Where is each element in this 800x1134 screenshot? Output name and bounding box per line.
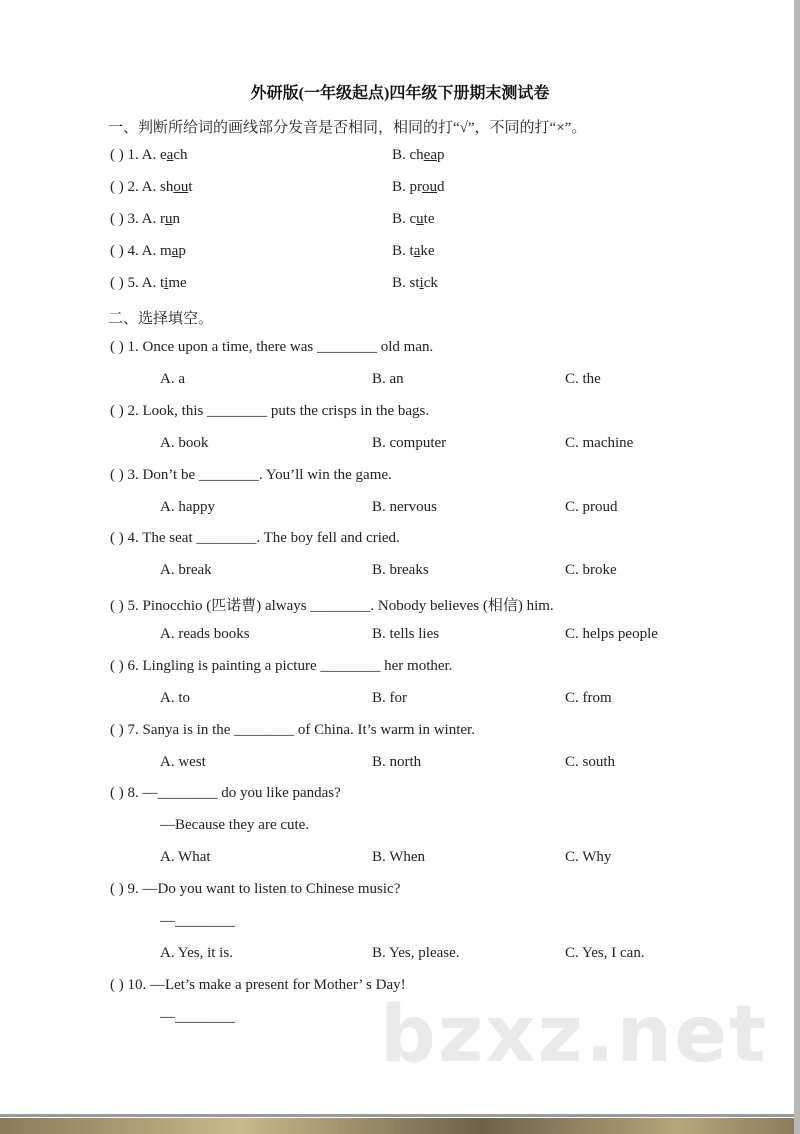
part2-heading: 二、选择填空。 xyxy=(108,311,214,327)
q9-line2: —________ xyxy=(160,913,235,929)
part1-item-1-b xyxy=(392,147,445,164)
q2-option-c: C. machine xyxy=(565,435,634,451)
bottom-image-strip xyxy=(0,1118,800,1134)
part1-item-2 xyxy=(110,179,193,196)
word-a-pre: t xyxy=(160,275,165,291)
q7-option-b: B. north xyxy=(372,754,422,770)
q1-option-a: A. a xyxy=(160,371,185,387)
q1-stem: ( ) 1. Once upon a time, there was ________ old man. xyxy=(110,339,434,355)
q9-stem: ( ) 9. —Do you want to listen to Chinese music? xyxy=(110,881,401,897)
q3-stem: ( ) 3. Don’t be ________. You’ll win the game. xyxy=(110,467,392,483)
q6-option-a: A. to xyxy=(160,690,190,706)
word-b-pre: B. st xyxy=(392,275,420,291)
word-a-underlined: a xyxy=(171,243,179,259)
item-number: ( ) 1. A. xyxy=(110,147,160,163)
part1-item-5 xyxy=(110,275,187,292)
q9-option-b: B. Yes, please. xyxy=(372,945,460,961)
item-number: ( ) 3. A. xyxy=(110,211,160,227)
q1-option-b: B. an xyxy=(372,371,404,387)
q5-option-b: B. tells lies xyxy=(372,626,440,642)
word-b-underlined: a xyxy=(413,243,421,259)
q6-option-b: B. for xyxy=(372,690,407,706)
q5-option-a: A. reads books xyxy=(160,626,250,642)
word-b-pre: B. c xyxy=(392,211,417,227)
page-title: 外研版(一年级起点)四年级下册期末测试卷 xyxy=(250,85,550,102)
q10-stem: ( ) 10. —Let’s make a present for Mother’ s Day! xyxy=(110,977,406,993)
q10-line2: —________ xyxy=(160,1009,235,1025)
q3-option-b: B. nervous xyxy=(372,499,437,515)
q8-option-b: B. When xyxy=(372,849,426,865)
part1-item-3-b xyxy=(392,211,435,228)
q6-stem: ( ) 6. Lingling is painting a picture ________ her mother. xyxy=(110,658,453,674)
item-number: ( ) 5. A. xyxy=(110,275,160,291)
part1-item-5-b xyxy=(392,275,438,292)
word-b-pre: B. ch xyxy=(392,147,424,163)
word-b-underlined: i xyxy=(419,275,424,291)
q5-stem: ( ) 5. Pinocchio (匹诺曹) always ________. Nobody believes (相信) him. xyxy=(110,598,554,614)
part1-item-3 xyxy=(110,211,180,228)
q8-option-a: A. What xyxy=(160,849,211,865)
q4-stem: ( ) 4. The seat ________. The boy fell and cried. xyxy=(110,530,400,546)
word-b-underlined: ou xyxy=(422,179,437,195)
word-b-underlined: u xyxy=(416,211,424,227)
q4-option-b: B. breaks xyxy=(372,562,429,578)
word-a-post: n xyxy=(172,211,180,227)
word-b-post: ck xyxy=(423,275,438,291)
part1-item-1 xyxy=(110,147,188,164)
q9-option-a: A. Yes, it is. xyxy=(160,945,233,961)
item-number: ( ) 2. A. xyxy=(110,179,160,195)
q5-option-c: C. helps people xyxy=(565,626,658,642)
word-b-post: d xyxy=(437,179,445,195)
word-a-underlined: i xyxy=(164,275,169,291)
word-a-underlined: a xyxy=(166,147,174,163)
page-bottom-divider xyxy=(0,1114,800,1117)
word-b-post: p xyxy=(437,147,445,163)
word-b-underlined: ea xyxy=(423,147,437,163)
q9-option-c: C. Yes, I can. xyxy=(565,945,645,961)
word-a-post: me xyxy=(168,275,187,291)
q3-option-a: A. happy xyxy=(160,499,215,515)
q7-option-c: C. south xyxy=(565,754,616,770)
word-a-underlined: ou xyxy=(173,179,189,195)
item-number: ( ) 4. A. xyxy=(110,243,160,259)
word-a-post: p xyxy=(178,243,186,259)
word-b-post: te xyxy=(423,211,435,227)
word-a-post: ch xyxy=(173,147,188,163)
word-a-pre: m xyxy=(160,243,172,259)
q7-option-a: A. west xyxy=(160,754,206,770)
q2-option-a: A. book xyxy=(160,435,209,451)
q7-stem: ( ) 7. Sanya is in the ________ of China. It’s warm in winter. xyxy=(110,722,475,738)
scrollbar-track[interactable] xyxy=(794,0,800,1134)
part1-heading: 一、判断所给词的画线部分发音是否相同，相同的打“√”，不同的打“×”。 xyxy=(108,120,587,136)
q8-line2: —Because they are cute. xyxy=(160,817,310,833)
word-a-pre: e xyxy=(160,147,167,163)
word-a-underlined: u xyxy=(165,211,173,227)
part1-item-4-b xyxy=(392,243,435,260)
word-a-post: t xyxy=(188,179,193,195)
q4-option-c: C. broke xyxy=(565,562,617,578)
q6-option-c: C. from xyxy=(565,690,612,706)
q2-stem: ( ) 2. Look, this ________ puts the crisps in the bags. xyxy=(110,403,430,419)
word-b-post: ke xyxy=(420,243,435,259)
q8-stem: ( ) 8. —________ do you like pandas? xyxy=(110,785,341,801)
part1-item-4 xyxy=(110,243,186,260)
word-a-pre: r xyxy=(160,211,165,227)
word-a-pre: sh xyxy=(160,179,174,195)
word-b-pre: B. t xyxy=(392,243,414,259)
q8-option-c: C. Why xyxy=(565,849,612,865)
word-b-pre: B. pr xyxy=(392,179,422,195)
watermark: bzxz.net xyxy=(380,990,769,1080)
q4-option-a: A. break xyxy=(160,562,212,578)
q2-option-b: B. computer xyxy=(372,435,447,451)
part1-item-2-b xyxy=(392,179,445,196)
q1-option-c: C. the xyxy=(565,371,601,387)
q3-option-c: C. proud xyxy=(565,499,618,515)
